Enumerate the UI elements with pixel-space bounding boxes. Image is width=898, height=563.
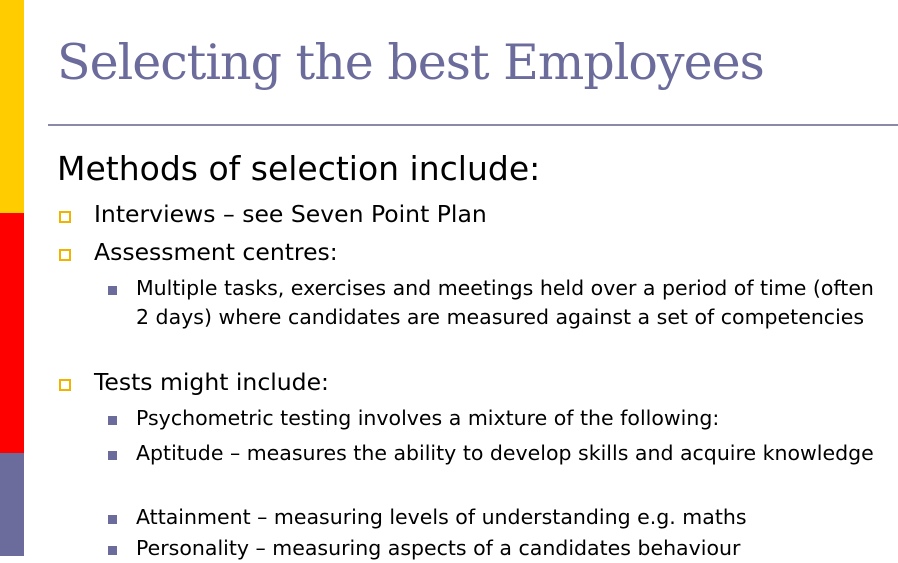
filled-square-bullet-icon <box>108 416 117 425</box>
sub-bullet-psychometric: Psychometric testing involves a mixture of the following: <box>136 406 720 430</box>
filled-square-bullet-icon <box>108 451 117 460</box>
bullet-interviews: Interviews – see Seven Point Plan <box>94 200 487 228</box>
square-bullet-icon <box>59 211 71 223</box>
sub-bullet-multiple-tasks: Multiple tasks, exercises and meetings held over a period of time (often 2 days) where candidates are measured against a set of competencies <box>136 276 874 329</box>
square-bullet-icon <box>59 249 71 261</box>
side-bar-yellow <box>0 0 24 213</box>
filled-square-bullet-icon <box>108 546 117 555</box>
sub-bullet-personality: Personality – measuring aspects of a candidates behaviour <box>136 536 741 560</box>
sub-bullet-attainment: Attainment – measuring levels of understanding e.g. maths <box>136 505 747 529</box>
side-bar-purple <box>0 453 24 556</box>
filled-square-bullet-icon <box>108 286 117 295</box>
filled-square-bullet-icon <box>108 515 117 524</box>
title-divider <box>48 124 898 126</box>
slide-title: Selecting the best Employees <box>57 34 764 91</box>
lead-text: Methods of selection include: <box>57 149 541 188</box>
bullet-assessment-centres: Assessment centres: <box>94 238 338 266</box>
sub-bullet-aptitude: Aptitude – measures the ability to develop skills and acquire knowledge <box>136 441 874 465</box>
side-bar-red <box>0 213 24 453</box>
square-bullet-icon <box>59 379 71 391</box>
bullet-tests: Tests might include: <box>94 368 329 396</box>
